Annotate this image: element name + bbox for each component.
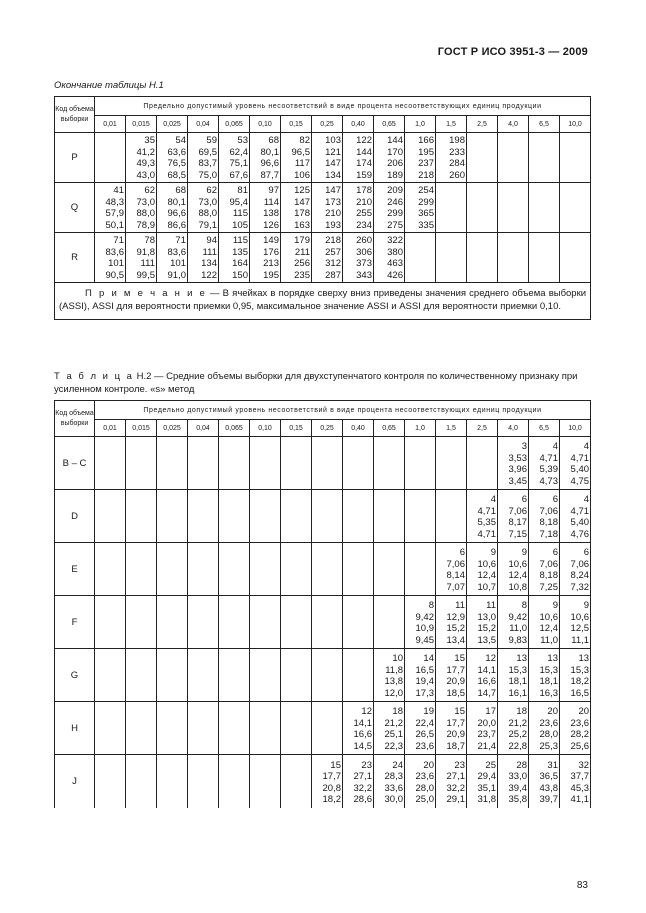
table-cell [529,183,560,233]
table-row [55,133,591,183]
table-row [55,596,591,649]
table-cell [95,702,126,755]
table-cell: 18 21,2 25,1 22,3 [374,702,405,755]
table-cell: 71 83,6 101 91,0 [157,233,188,283]
table-cell [281,702,312,755]
table-row [55,233,591,283]
table-note [55,283,591,320]
table-cell: 209 246 299 275 [374,183,405,233]
table-cell [95,490,126,543]
table-cell: 6 7,06 8,14 7,07 [436,543,467,596]
table-cell: 94 111 134 122 [188,233,219,283]
table-h2-caption-label: Т а б л и ц а [54,371,134,382]
table-cell [250,702,281,755]
level-header-row [55,116,591,133]
table-cell [188,596,219,649]
level-header: 0,25 [312,116,343,133]
table-cell [157,490,188,543]
table-cell [529,233,560,283]
table-cell: 9 10,6 12,4 11,0 [529,596,560,649]
table-cell: 6 7,06 8,18 7,18 [529,490,560,543]
table-cell [126,649,157,702]
table-row [55,755,591,808]
level-header: 4,0 [498,420,529,437]
level-header: 1,0 [405,420,436,437]
level-header: 0,65 [374,420,405,437]
table-cell [188,543,219,596]
table-cell: 6 7,06 8,18 7,25 [529,543,560,596]
level-header: 0,15 [281,116,312,133]
table-cell [250,755,281,808]
table-cell [95,596,126,649]
table-cell [126,702,157,755]
table-cell [250,437,281,490]
table-cell [157,596,188,649]
table-cell [498,133,529,183]
table-cell: 10 11,8 13,8 12,0 [374,649,405,702]
table-h1-body [55,133,591,283]
table-cell [188,437,219,490]
table-cell: 218 257 312 287 [312,233,343,283]
code-header: Код объема выборки [55,97,95,133]
table-cell: 54 63,6 76,5 68,5 [157,133,188,183]
table-cell [312,437,343,490]
table-cell [374,490,405,543]
table-cell: 4 4,71 5,35 4,71 [467,490,498,543]
table-row [55,702,591,755]
table-cell [188,649,219,702]
table-cell [219,543,250,596]
level-header: 0,65 [374,116,405,133]
table-cell: 20 23,6 28,2 25,6 [560,702,591,755]
table-cell: 166 195 237 218 [405,133,436,183]
level-header: 0,025 [157,116,188,133]
table-cell: 24 28,3 33,6 30,0 [374,755,405,808]
table-cell: 12 14,1 16,6 14,5 [343,702,374,755]
table-cell [343,437,374,490]
table-cell [219,490,250,543]
table-cell: 13 15,3 18,2 16,5 [560,649,591,702]
table-cell: 9 10,6 12,4 10,8 [498,543,529,596]
table-cell: 17 20,0 23,7 21,4 [467,702,498,755]
table-cell [560,133,591,183]
table-cell: 4 4,71 5,39 4,73 [529,437,560,490]
level-header: 6,5 [529,420,560,437]
row-code: P [55,133,95,183]
table-cell [281,490,312,543]
table-cell [374,543,405,596]
table-cell: 8 9,42 11,0 9,83 [498,596,529,649]
table-cell [126,543,157,596]
level-header: 2,5 [467,116,498,133]
table-cell: 8 9,42 10,9 9,45 [405,596,436,649]
table-cell: 254 299 365 335 [405,183,436,233]
code-header: Код объема выборки [55,401,95,437]
table-cell: 147 173 210 193 [312,183,343,233]
table-cell: 68 80,1 96,6 87,7 [250,133,281,183]
table-cell [498,183,529,233]
level-header: 0,40 [343,116,374,133]
level-header: 0,015 [126,116,157,133]
table-cell: 28 33,0 39,4 35,8 [498,755,529,808]
level-header: 0,065 [219,116,250,133]
table-cell [281,755,312,808]
table-cell [560,233,591,283]
level-header: 1,5 [436,420,467,437]
table-cell: 103 121 147 134 [312,133,343,183]
table-cell [95,755,126,808]
table-cell: 62 73,0 88,0 78,9 [126,183,157,233]
table-cell [250,649,281,702]
table-cell: 35 41,2 49,3 43,0 [126,133,157,183]
table-cell [405,233,436,283]
table-cell: 13 15,3 18,1 16,3 [529,649,560,702]
table-cell [188,490,219,543]
table-cell [250,596,281,649]
table-cell [281,543,312,596]
level-header: 2,5 [467,420,498,437]
table-h2 [54,400,591,808]
table-h2-caption [54,370,590,396]
table-cell [312,543,343,596]
table-cell [281,596,312,649]
table-cell: 6 7,06 8,17 7,15 [498,490,529,543]
table-cell: 144 170 206 189 [374,133,405,183]
table-cell [343,649,374,702]
table-cell [312,596,343,649]
table-cell [281,649,312,702]
table-cell: 4 4,71 5,40 4,75 [560,437,591,490]
row-code: G [55,649,95,702]
level-header: 0,15 [281,420,312,437]
table-cell: 41 48,3 57,9 50,1 [95,183,126,233]
table-cell [188,755,219,808]
table-cell: 19 22,4 26,5 23,6 [405,702,436,755]
table-cell [219,649,250,702]
document-header: ГОСТ Р ИСО 3951-3 — 2009 [437,46,588,58]
level-header: 1,5 [436,116,467,133]
table-cell [281,437,312,490]
table-cell [467,233,498,283]
table-cell [95,437,126,490]
table-cell: 15 17,7 20,9 18,7 [436,702,467,755]
table-cell [126,490,157,543]
table-cell: 178 210 255 234 [343,183,374,233]
table-cell: 12 14,1 16,6 14,7 [467,649,498,702]
table-cell [312,490,343,543]
level-header: 0,04 [188,116,219,133]
table-cell [95,649,126,702]
table-cell: 97 114 138 126 [250,183,281,233]
table-cell: 78 91,8 111 99,5 [126,233,157,283]
table-cell [467,183,498,233]
table-cell [219,755,250,808]
table-cell [250,543,281,596]
table-cell [157,437,188,490]
table-h1-end [54,96,591,320]
level-span-header: Предельно допустимый уровень несоответствий в виде процента несоответствующих единиц продукции [95,97,591,116]
table-cell: 23 27,1 32,2 28,6 [343,755,374,808]
table-row [55,649,591,702]
table-cell [529,133,560,183]
table-cell [157,702,188,755]
table-cell [560,183,591,233]
table-cell: 6 7,06 8,24 7,32 [560,543,591,596]
table-cell: 11 13,0 15,2 13,5 [467,596,498,649]
level-header: 0,015 [126,420,157,437]
table-row [55,437,591,490]
row-code: F [55,596,95,649]
level-header: 10,0 [560,420,591,437]
table-cell [467,437,498,490]
table-cell: 149 176 213 195 [250,233,281,283]
row-code: B – C [55,437,95,490]
level-header: 10,0 [560,116,591,133]
note-text: — В ячейках в порядке сверху вниз приведены значения среднего объема выборки (ASSI), ASSI для вероятности приемки 0,95, максимальное значение ASSI и ASSI для вероятности приемки 0,10. [59,288,587,312]
table-cell: 25 29,4 35,1 31,8 [467,755,498,808]
table-cell: 59 69,5 83,7 75,0 [188,133,219,183]
table-h2-body [55,437,591,808]
table-cell: 82 96,5 117 106 [281,133,312,183]
table-cell [343,490,374,543]
table-cell: 115 135 164 150 [219,233,250,283]
table-cell [219,702,250,755]
table-cell: 32 37,7 45,3 41,1 [560,755,591,808]
table-continuation-caption: Окончание таблицы Н.1 [54,80,164,91]
table-cell [436,437,467,490]
table-cell [157,755,188,808]
table-cell [467,133,498,183]
table-h2-caption-text: Н.2 — Средние объемы выборки для двухступенчатого контроля по количественному признаку при усиленном контроле. «s» метод [54,371,578,395]
table-cell [405,437,436,490]
table-cell: 81 95,4 115 105 [219,183,250,233]
table-cell [312,702,343,755]
table-row [55,183,591,233]
table-cell [126,437,157,490]
table-cell: 23 27,1 32,2 29,1 [436,755,467,808]
table-cell: 260 306 373 343 [343,233,374,283]
level-header: 0,10 [250,420,281,437]
level-header: 0,01 [95,420,126,437]
table-cell: 68 80,1 96,6 86,6 [157,183,188,233]
table-cell: 122 144 174 159 [343,133,374,183]
table-cell: 18 21,2 25,2 22,8 [498,702,529,755]
row-code: H [55,702,95,755]
table-cell [312,649,343,702]
table-cell [157,543,188,596]
table-row [55,490,591,543]
row-code: R [55,233,95,283]
table-cell: 53 62,4 75,1 67,6 [219,133,250,183]
row-code: E [55,543,95,596]
table-cell [95,543,126,596]
table-cell [405,543,436,596]
table-cell [374,437,405,490]
row-code: D [55,490,95,543]
note-label: П р и м е ч а н и е [85,288,207,299]
table-cell: 11 12,9 15,2 13,4 [436,596,467,649]
level-header: 0,065 [219,420,250,437]
table-cell: 179 211 256 235 [281,233,312,283]
table-cell [405,490,436,543]
table-cell: 125 147 178 163 [281,183,312,233]
table-cell: 31 36,5 43,8 39,7 [529,755,560,808]
table-cell [250,490,281,543]
table-cell [126,596,157,649]
level-header: 0,25 [312,420,343,437]
table-cell: 4 4,71 5,40 4,76 [560,490,591,543]
table-cell: 14 16,5 19,4 17,3 [405,649,436,702]
table-cell: 15 17,7 20,8 18,2 [312,755,343,808]
level-header: 0,40 [343,420,374,437]
table-cell [436,233,467,283]
level-header: 0,04 [188,420,219,437]
table-cell: 198 233 284 260 [436,133,467,183]
table-cell: 15 17,7 20,9 18,5 [436,649,467,702]
table-cell: 3 3,53 3,96 3,45 [498,437,529,490]
table-cell [95,133,126,183]
level-header: 1,0 [405,116,436,133]
table-cell [157,649,188,702]
table-cell [436,490,467,543]
table-cell [436,183,467,233]
table-cell: 322 380 463 426 [374,233,405,283]
table-cell: 62 73,0 88,0 79,1 [188,183,219,233]
table-cell: 9 10,6 12,5 11,1 [560,596,591,649]
table-cell [343,596,374,649]
table-row [55,543,591,596]
table-cell [498,233,529,283]
level-span-header: Предельно допустимый уровень несоответствий в виде процента несоответствующих единиц продукции [95,401,591,420]
table-cell: 9 10,6 12,4 10,7 [467,543,498,596]
table-cell: 13 15,3 18,1 16,1 [498,649,529,702]
table-cell [374,596,405,649]
table-cell [343,543,374,596]
level-header: 4,0 [498,116,529,133]
table-cell [219,437,250,490]
level-header: 6,5 [529,116,560,133]
level-header: 0,025 [157,420,188,437]
row-code: J [55,755,95,808]
table-cell: 20 23,6 28,0 25,0 [405,755,436,808]
table-cell: 71 83,6 101 90,5 [95,233,126,283]
page-number: 83 [576,880,588,891]
table-cell: 20 23,6 28,0 25,3 [529,702,560,755]
level-header: 0,01 [95,116,126,133]
table-cell [126,755,157,808]
table-cell [188,702,219,755]
level-header-row [55,420,591,437]
table-cell [219,596,250,649]
level-header: 0,10 [250,116,281,133]
row-code: Q [55,183,95,233]
